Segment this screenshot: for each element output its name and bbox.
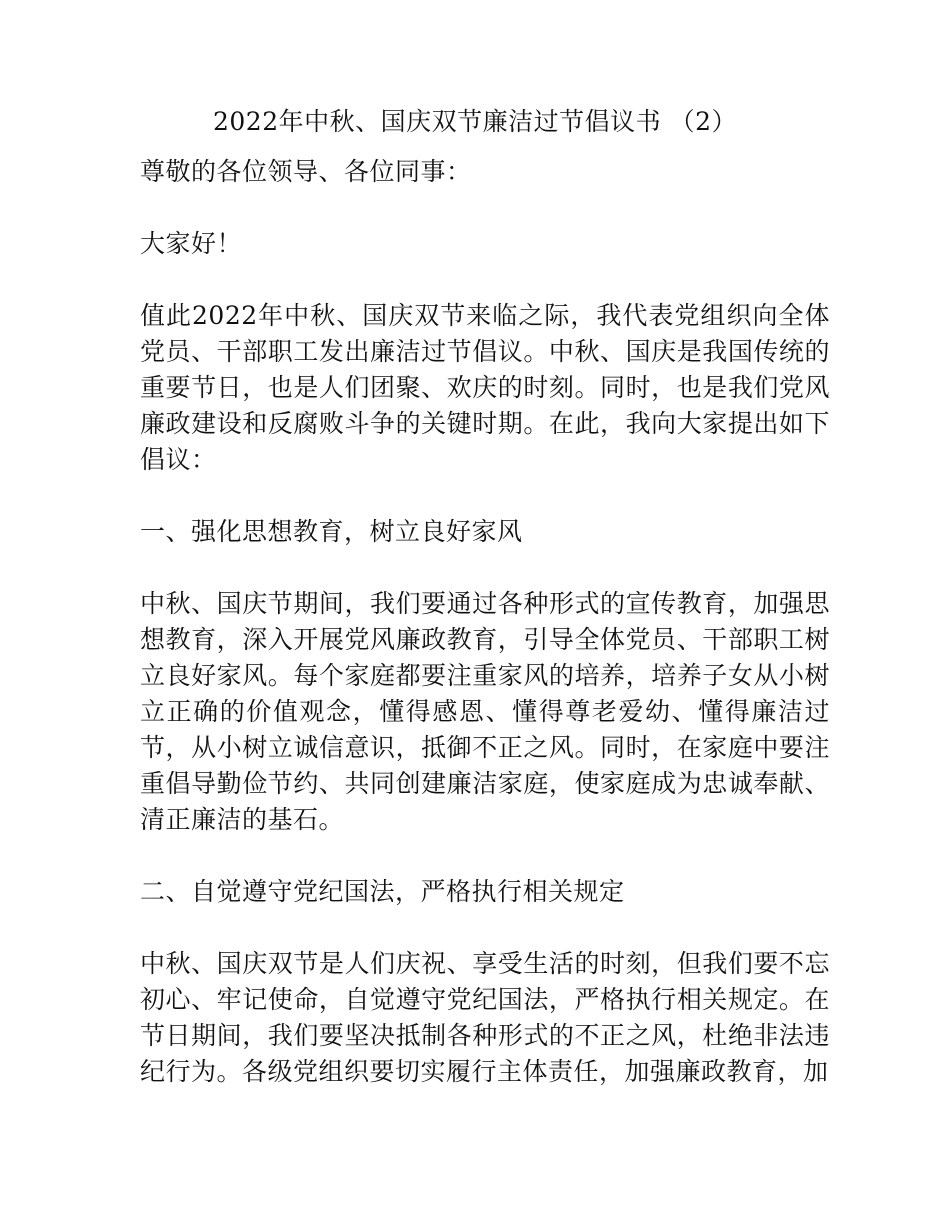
intro-paragraph: 值此2022年中秋、国庆双节来临之际，我代表党组织向全体党员、干部职工发出廉洁过节倡议。中秋、国庆是我国传统的重要节日，也是人们团聚、欢庆的时刻。同时，也是我们党风廉政建设和反腐败斗争的关键时期。在此，我向大家提出如下倡议： bbox=[140, 301, 830, 474]
section-1-paragraph: 中秋、国庆节期间，我们要通过各种形式的宣传教育，加强思想教育，深入开展党风廉政教育，引导全体党员、干部职工树立良好家风。每个家庭都要注重家风的培养，培养子女从小树立正确的价值观念，懂得感恩、懂得尊老爱幼、懂得廉洁过节，从小树立诚信意识，抵御不正之风。同时，在家庭中要注重倡导勤俭节约、共同创建廉洁家庭，使家庭成为忠诚奉献、清正廉洁的基石。 bbox=[140, 589, 830, 834]
paragraph-gap bbox=[140, 190, 830, 226]
greeting: 大家好！ bbox=[140, 229, 243, 258]
document-title: 2022年中秋、国庆双节廉洁过节倡议书 （2） bbox=[213, 107, 737, 136]
paragraph-gap bbox=[140, 262, 830, 298]
section-1-heading: 一、强化思想教育，树立良好家风 bbox=[140, 517, 523, 546]
paragraph-gap bbox=[140, 550, 830, 586]
salutation: 尊敬的各位领导、各位同事： bbox=[140, 157, 472, 186]
section-2-heading: 二、自觉遵守党纪国法，严格执行相关规定 bbox=[140, 877, 625, 906]
document-body bbox=[140, 154, 830, 1090]
paragraph-gap bbox=[140, 838, 830, 874]
section-2-paragraph: 中秋、国庆双节是人们庆祝、享受生活的时刻，但我们要不忘初心、牢记使命，自觉遵守党纪国法，严格执行相关规定。在节日期间，我们要坚决抵制各种形式的不正之风，杜绝非法违纪行为。各级党组织要切实履行主体责任，加强廉政教育，加 bbox=[140, 949, 830, 1086]
paragraph-gap bbox=[140, 478, 830, 514]
paragraph-gap bbox=[140, 910, 830, 946]
